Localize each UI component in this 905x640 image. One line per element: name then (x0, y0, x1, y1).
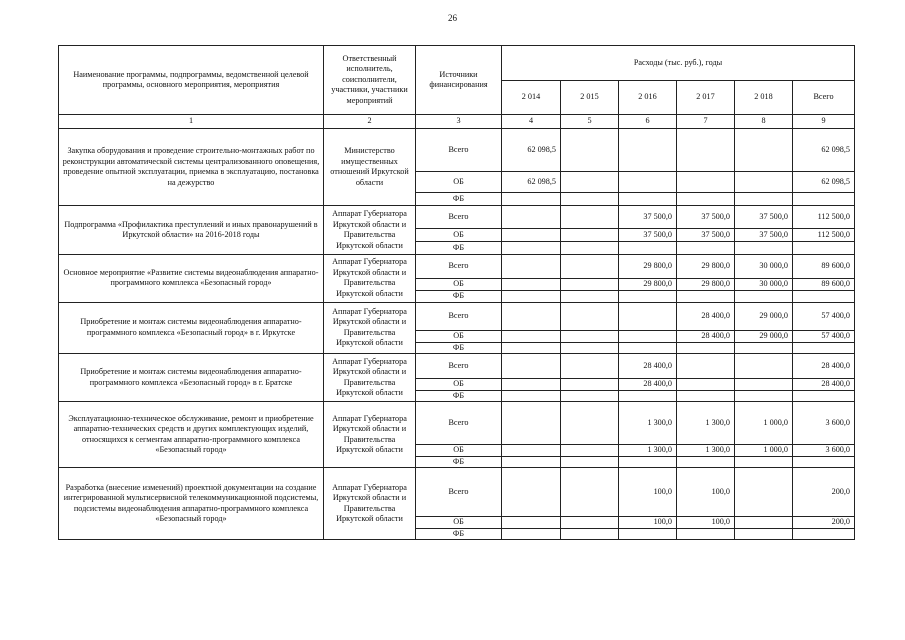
program-name-cell: Основное мероприятие «Развитие системы видеонаблюдения аппаратно-программного комплекса «Безопасный город» (59, 255, 324, 303)
total-cell: 3 600,0 (793, 445, 855, 457)
source-cell: Всего (416, 302, 502, 330)
index-cell: 9 (793, 115, 855, 129)
value-cell (677, 342, 735, 354)
value-cell (561, 330, 619, 342)
value-cell (735, 468, 793, 517)
value-cell (502, 468, 561, 517)
total-cell: 57 400,0 (793, 302, 855, 330)
value-cell (502, 279, 561, 291)
value-cell (561, 456, 619, 468)
value-cell (561, 255, 619, 279)
value-cell (502, 390, 561, 402)
source-cell: Всего (416, 468, 502, 517)
value-cell (561, 379, 619, 391)
value-cell: 100,0 (677, 468, 735, 517)
value-cell: 28 400,0 (677, 330, 735, 342)
table-row (59, 402, 855, 445)
value-cell: 29 800,0 (619, 279, 677, 291)
total-cell: 112 500,0 (793, 229, 855, 242)
source-cell: ФБ (416, 390, 502, 402)
table-row (59, 129, 855, 172)
value-cell (502, 456, 561, 468)
index-cell: 7 (677, 115, 735, 129)
value-cell: 29 800,0 (619, 255, 677, 279)
source-cell: ФБ (416, 456, 502, 468)
value-cell (735, 528, 793, 540)
source-cell: ОБ (416, 517, 502, 529)
source-cell: ОБ (416, 445, 502, 457)
program-name-cell: Приобретение и монтаж системы видеонаблюдения аппаратно-программного комплекса «Безопасный город» в г. Иркутске (59, 302, 324, 354)
value-cell (619, 390, 677, 402)
header-name: Наименование программы, подпрограммы, ведомственной целевой программы, основного мероприятия, мероприятия (59, 46, 324, 115)
responsible-cell: Аппарат Губернатора Иркутской области и Правительства Иркутской области (324, 206, 416, 255)
value-cell: 1 300,0 (677, 445, 735, 457)
value-cell (502, 229, 561, 242)
header-source: Источники финансирования (416, 46, 502, 115)
value-cell: 29 000,0 (735, 302, 793, 330)
value-cell: 37 500,0 (735, 206, 793, 229)
header-row (59, 46, 855, 81)
program-name-cell: Закупка оборудования и проведение строительно-монтажных работ по реконструкции автоматической системы централизованного оповещения, проведение опытной эксплуатации, приемка в эксплуатацию, постановка на дежурство (59, 129, 324, 206)
value-cell: 1 000,0 (735, 402, 793, 445)
value-cell: 62 098,5 (502, 129, 561, 172)
total-cell: 3 600,0 (793, 402, 855, 445)
responsible-cell: Аппарат Губернатора Иркутской области и Правительства Иркутской области (324, 354, 416, 402)
program-name-cell: Приобретение и монтаж системы видеонаблюдения аппаратно-программного комплекса «Безопасный город» в г. Братске (59, 354, 324, 402)
value-cell: 37 500,0 (619, 206, 677, 229)
total-cell: 89 600,0 (793, 255, 855, 279)
value-cell: 1 000,0 (735, 445, 793, 457)
index-cell: 1 (59, 115, 324, 129)
value-cell: 1 300,0 (619, 445, 677, 457)
value-cell (561, 242, 619, 255)
source-cell: ФБ (416, 528, 502, 540)
value-cell (735, 456, 793, 468)
value-cell (502, 445, 561, 457)
responsible-cell: Аппарат Губернатора Иркутской области и Правительства Иркутской области (324, 402, 416, 468)
value-cell (677, 291, 735, 303)
value-cell: 30 000,0 (735, 255, 793, 279)
value-cell (735, 342, 793, 354)
source-cell: ОБ (416, 279, 502, 291)
value-cell (677, 193, 735, 206)
value-cell (561, 302, 619, 330)
value-cell (677, 379, 735, 391)
value-cell (735, 129, 793, 172)
value-cell: 30 000,0 (735, 279, 793, 291)
table-row (59, 354, 855, 379)
value-cell (502, 528, 561, 540)
value-cell (735, 291, 793, 303)
value-cell (502, 255, 561, 279)
source-cell: ФБ (416, 242, 502, 255)
source-cell: ФБ (416, 291, 502, 303)
value-cell (561, 291, 619, 303)
value-cell (502, 402, 561, 445)
value-cell (502, 206, 561, 229)
total-cell: 28 400,0 (793, 379, 855, 391)
page-number: 26 (448, 13, 457, 23)
value-cell: 37 500,0 (677, 229, 735, 242)
value-cell: 100,0 (677, 517, 735, 529)
value-cell: 29 800,0 (677, 279, 735, 291)
value-cell (502, 379, 561, 391)
value-cell (619, 172, 677, 193)
value-cell (502, 354, 561, 379)
value-cell (619, 456, 677, 468)
index-cell: 4 (502, 115, 561, 129)
header-expenses: Расходы (тыс. руб.), годы (502, 46, 855, 81)
program-name-cell: Эксплуатационно-техническое обслуживание, ремонт и приобретение аппаратно-технических средств и других комплектующих изделий, относящихся к сегментам аппаратно-программного комплекса «Безопасный город» (59, 402, 324, 468)
value-cell (561, 129, 619, 172)
value-cell: 29 800,0 (677, 255, 735, 279)
value-cell (619, 193, 677, 206)
source-cell: ФБ (416, 193, 502, 206)
value-cell (677, 456, 735, 468)
total-cell: 62 098,5 (793, 129, 855, 172)
total-cell (793, 456, 855, 468)
value-cell (735, 390, 793, 402)
value-cell (561, 193, 619, 206)
value-cell (561, 445, 619, 457)
value-cell (502, 342, 561, 354)
value-cell (619, 129, 677, 172)
responsible-cell: Аппарат Губернатора Иркутской области и Правительства Иркутской области (324, 302, 416, 354)
value-cell: 28 400,0 (619, 354, 677, 379)
program-name-cell: Подпрограмма «Профилактика преступлений и иных правонарушений в Иркутской области» на 2016-2018 годы (59, 206, 324, 255)
value-cell (561, 468, 619, 517)
responsible-cell: Министерство имущественных отношений Иркутской области (324, 129, 416, 206)
index-cell: 6 (619, 115, 677, 129)
value-cell (735, 242, 793, 255)
value-cell (561, 279, 619, 291)
program-name-cell: Разработка (внесение изменений) проектной документации на создание интегрированной мультисервисной телекоммуникационной подсистемы, подсистемы видеонаблюдения аппаратно-программного комплекса «Безопасный город» (59, 468, 324, 540)
index-cell: 8 (735, 115, 793, 129)
value-cell: 1 300,0 (619, 402, 677, 445)
value-cell (619, 330, 677, 342)
index-cell: 3 (416, 115, 502, 129)
header-total: Всего (793, 81, 855, 115)
value-cell (677, 172, 735, 193)
value-cell (561, 206, 619, 229)
header-year: 2 015 (561, 81, 619, 115)
total-cell (793, 291, 855, 303)
value-cell: 100,0 (619, 517, 677, 529)
value-cell (502, 302, 561, 330)
header-responsible: Ответственный исполнитель, соисполнители, участники, участники мероприятий (324, 46, 416, 115)
header-year: 2 014 (502, 81, 561, 115)
source-cell: Всего (416, 402, 502, 445)
source-cell: ОБ (416, 229, 502, 242)
value-cell (619, 528, 677, 540)
value-cell: 37 500,0 (619, 229, 677, 242)
value-cell (502, 193, 561, 206)
total-cell (793, 528, 855, 540)
index-cell: 5 (561, 115, 619, 129)
value-cell: 28 400,0 (619, 379, 677, 391)
value-cell (561, 402, 619, 445)
value-cell (619, 291, 677, 303)
total-cell: 57 400,0 (793, 330, 855, 342)
value-cell (561, 342, 619, 354)
value-cell (735, 172, 793, 193)
value-cell (677, 390, 735, 402)
total-cell (793, 193, 855, 206)
total-cell (793, 242, 855, 255)
total-cell: 62 098,5 (793, 172, 855, 193)
total-cell: 112 500,0 (793, 206, 855, 229)
value-cell: 100,0 (619, 468, 677, 517)
table-row (59, 255, 855, 279)
value-cell (735, 379, 793, 391)
value-cell (735, 193, 793, 206)
value-cell: 37 500,0 (677, 206, 735, 229)
source-cell: ОБ (416, 379, 502, 391)
value-cell (561, 172, 619, 193)
value-cell (677, 242, 735, 255)
responsible-cell: Аппарат Губернатора Иркутской области и Правительства Иркутской области (324, 468, 416, 540)
budget-table (58, 45, 855, 540)
value-cell (677, 354, 735, 379)
value-cell (502, 291, 561, 303)
table-row (59, 206, 855, 229)
value-cell (735, 354, 793, 379)
value-cell (561, 528, 619, 540)
total-cell (793, 390, 855, 402)
source-cell: ОБ (416, 330, 502, 342)
header-year: 2 017 (677, 81, 735, 115)
value-cell (677, 528, 735, 540)
responsible-cell: Аппарат Губернатора Иркутской области и Правительства Иркутской области (324, 255, 416, 303)
index-cell: 2 (324, 115, 416, 129)
source-cell: ФБ (416, 342, 502, 354)
total-cell (793, 342, 855, 354)
value-cell (502, 242, 561, 255)
value-cell (561, 229, 619, 242)
value-cell: 29 000,0 (735, 330, 793, 342)
source-cell: ОБ (416, 172, 502, 193)
total-cell: 28 400,0 (793, 354, 855, 379)
table-row (59, 468, 855, 517)
source-cell: Всего (416, 255, 502, 279)
value-cell (677, 129, 735, 172)
value-cell (735, 517, 793, 529)
total-cell: 200,0 (793, 468, 855, 517)
source-cell: Всего (416, 129, 502, 172)
value-cell (561, 354, 619, 379)
total-cell: 200,0 (793, 517, 855, 529)
header-year: 2 016 (619, 81, 677, 115)
value-cell (561, 517, 619, 529)
value-cell (619, 242, 677, 255)
value-cell: 62 098,5 (502, 172, 561, 193)
table-row (59, 302, 855, 330)
value-cell (561, 390, 619, 402)
header-year: 2 018 (735, 81, 793, 115)
value-cell (502, 330, 561, 342)
source-cell: Всего (416, 354, 502, 379)
value-cell (619, 302, 677, 330)
table-body (59, 46, 855, 540)
value-cell: 37 500,0 (735, 229, 793, 242)
total-cell: 89 600,0 (793, 279, 855, 291)
value-cell (502, 517, 561, 529)
source-cell: Всего (416, 206, 502, 229)
index-row (59, 115, 855, 129)
value-cell (619, 342, 677, 354)
value-cell: 1 300,0 (677, 402, 735, 445)
value-cell: 28 400,0 (677, 302, 735, 330)
